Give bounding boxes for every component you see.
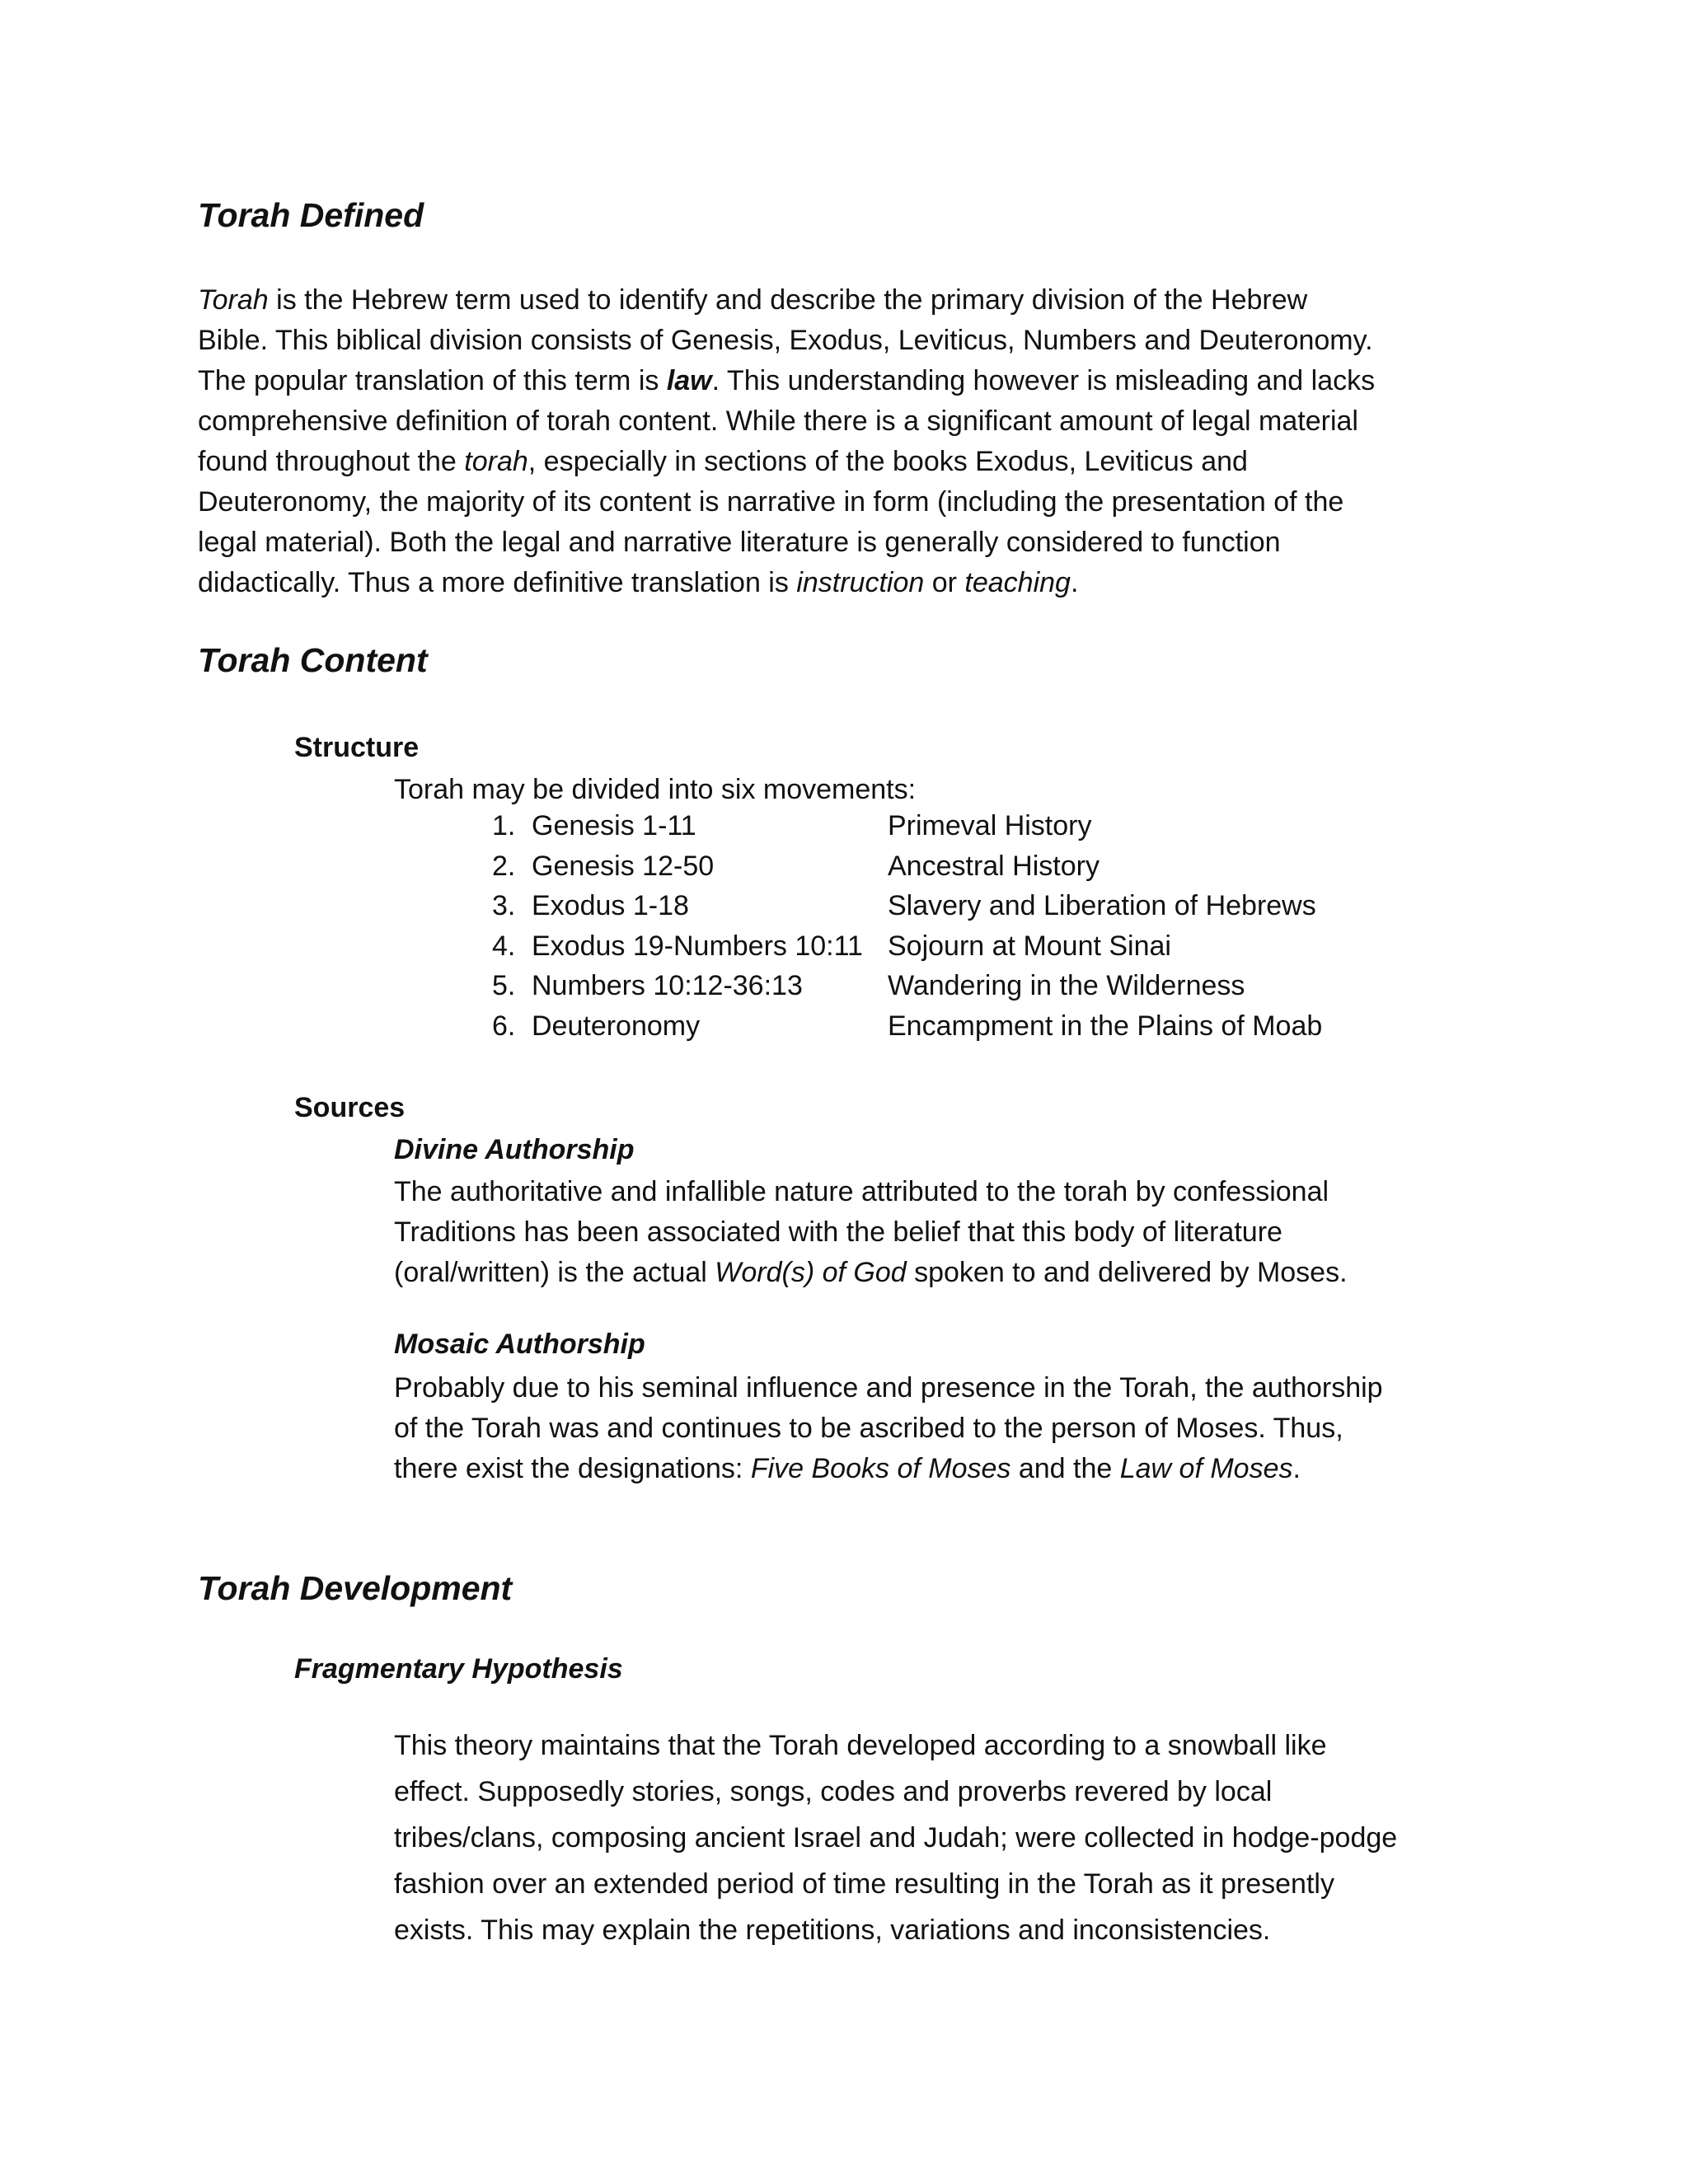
list-item-number: 1. xyxy=(492,810,516,841)
text-line xyxy=(394,1408,1383,1449)
text-line xyxy=(198,361,1375,401)
list-item-description: Slavery and Liberation of Hebrews xyxy=(888,890,1316,922)
emphasis-text: Law of Moses xyxy=(1119,1453,1293,1484)
emphasis-text: Five Books of Moses xyxy=(750,1453,1011,1484)
text-line xyxy=(198,401,1375,442)
list-item-reference: Genesis 12-50 xyxy=(532,850,715,882)
text-line xyxy=(198,442,1375,482)
text-run: . This understanding however is misleading and lacks xyxy=(711,365,1376,396)
text-line xyxy=(198,321,1375,361)
paragraph-fragmentary-hypothesis xyxy=(394,1722,1397,1953)
structure-list-item xyxy=(492,810,1481,850)
text-line xyxy=(394,1861,1397,1907)
text-run: comprehensive definition of torah content. While there is a significant amount of legal material xyxy=(198,405,1358,437)
text-line xyxy=(394,1212,1348,1253)
text-run: . xyxy=(1292,1453,1301,1484)
heading-torah-development: Torah Development xyxy=(198,1569,513,1607)
text-line xyxy=(198,523,1375,563)
text-run: is the Hebrew term used to identify and describe the primary division of the Hebrew xyxy=(268,284,1308,316)
heading-torah-defined: Torah Defined xyxy=(198,196,424,234)
list-item-number: 2. xyxy=(492,850,516,882)
text-run: (oral/written) is the actual xyxy=(394,1257,715,1288)
text-run: Bible. This biblical division consists of Genesis, Exodus, Leviticus, Numbers and Deuteronomy. xyxy=(198,325,1373,356)
text-run: found throughout the xyxy=(198,446,465,477)
emphasis-text: Torah xyxy=(198,284,269,316)
emphasis-text: torah xyxy=(464,446,528,477)
paragraph-mosaic-authorship xyxy=(394,1368,1383,1489)
list-item-description: Sojourn at Mount Sinai xyxy=(888,930,1171,962)
list-item-number: 3. xyxy=(492,890,516,922)
text-run: . xyxy=(1070,567,1079,598)
text-run: , especially in sections of the books Exodus, Leviticus and xyxy=(528,446,1248,477)
text-line xyxy=(198,280,1375,321)
list-item-description: Wandering in the Wilderness xyxy=(888,970,1245,1002)
structure-list-item xyxy=(492,970,1481,1010)
text-run: exists. This may explain the repetitions, variations and inconsistencies. xyxy=(394,1915,1271,1946)
emphasis-text: law xyxy=(666,365,712,396)
text-run: there exist the designations: xyxy=(394,1453,751,1484)
list-item-reference: Exodus 19-Numbers 10:11 xyxy=(532,930,863,962)
list-item-description: Ancestral History xyxy=(888,850,1100,882)
text-line xyxy=(394,1722,1397,1769)
text-run: and the xyxy=(1010,1453,1120,1484)
list-item-number: 5. xyxy=(492,970,516,1002)
subheading-mosaic-authorship: Mosaic Authorship xyxy=(394,1329,645,1360)
text-run: legal material). Both the legal and narrative literature is generally considered to function xyxy=(198,527,1281,558)
list-item-reference: Numbers 10:12-36:13 xyxy=(532,970,803,1002)
text-line xyxy=(394,1253,1348,1293)
text-line xyxy=(394,1769,1397,1815)
text-run: This theory maintains that the Torah developed according to a snowball like xyxy=(394,1730,1327,1761)
text-run: didactically. Thus a more definitive translation is xyxy=(198,567,797,598)
text-run: spoken to and delivered by Moses. xyxy=(906,1257,1348,1288)
text-run: Traditions has been associated with the belief that this body of literature xyxy=(394,1216,1282,1248)
list-item-description: Primeval History xyxy=(888,810,1092,841)
emphasis-text: Word(s) of God xyxy=(715,1257,907,1288)
text-run: Deuteronomy, the majority of its content is narrative in form (including the presentation of the xyxy=(198,486,1344,518)
structure-list-item xyxy=(492,890,1481,930)
emphasis-text: teaching xyxy=(964,567,1071,598)
subheading-fragmentary-hypothesis: Fragmentary Hypothesis xyxy=(294,1653,623,1685)
text-run: effect. Supposedly stories, songs, codes and proverbs revered by local xyxy=(394,1776,1273,1807)
structure-list-item xyxy=(492,1010,1481,1050)
text-line xyxy=(198,482,1375,523)
list-item-description: Encampment in the Plains of Moab xyxy=(888,1010,1323,1042)
subheading-structure: Structure xyxy=(294,732,420,763)
list-item-number: 6. xyxy=(492,1010,516,1042)
list-item-reference: Exodus 1-18 xyxy=(532,890,689,922)
text-run: Probably due to his seminal influence and presence in the Torah, the authorship xyxy=(394,1372,1383,1404)
subheading-sources: Sources xyxy=(294,1092,406,1123)
text-line xyxy=(394,1449,1383,1489)
structure-list-item xyxy=(492,851,1481,890)
paragraph-divine-authorship xyxy=(394,1172,1348,1293)
text-line xyxy=(198,563,1375,603)
structure-list-item xyxy=(492,930,1481,970)
heading-torah-content: Torah Content xyxy=(198,641,428,679)
structure-intro: Torah may be divided into six movements: xyxy=(394,774,917,805)
text-line xyxy=(394,1907,1397,1953)
text-line xyxy=(394,1368,1383,1408)
list-item-reference: Deuteronomy xyxy=(532,1010,701,1042)
text-line xyxy=(394,1815,1397,1861)
list-item-number: 4. xyxy=(492,930,516,962)
text-run: The popular translation of this term is xyxy=(198,365,667,396)
text-run: fashion over an extended period of time resulting in the Torah as it presently xyxy=(394,1868,1334,1900)
paragraph-torah-defined xyxy=(198,280,1375,603)
text-run: The authoritative and infallible nature attributed to the torah by confessional xyxy=(394,1176,1329,1207)
text-run: tribes/clans, composing ancient Israel and Judah; were collected in hodge-podge xyxy=(394,1822,1398,1854)
list-item-reference: Genesis 1-11 xyxy=(532,810,696,841)
emphasis-text: instruction xyxy=(796,567,925,598)
text-run: or xyxy=(924,567,965,598)
text-run: of the Torah was and continues to be ascribed to the person of Moses. Thus, xyxy=(394,1413,1343,1444)
text-line xyxy=(394,1172,1348,1212)
structure-list xyxy=(492,810,1481,1057)
subheading-divine-authorship: Divine Authorship xyxy=(394,1134,635,1165)
